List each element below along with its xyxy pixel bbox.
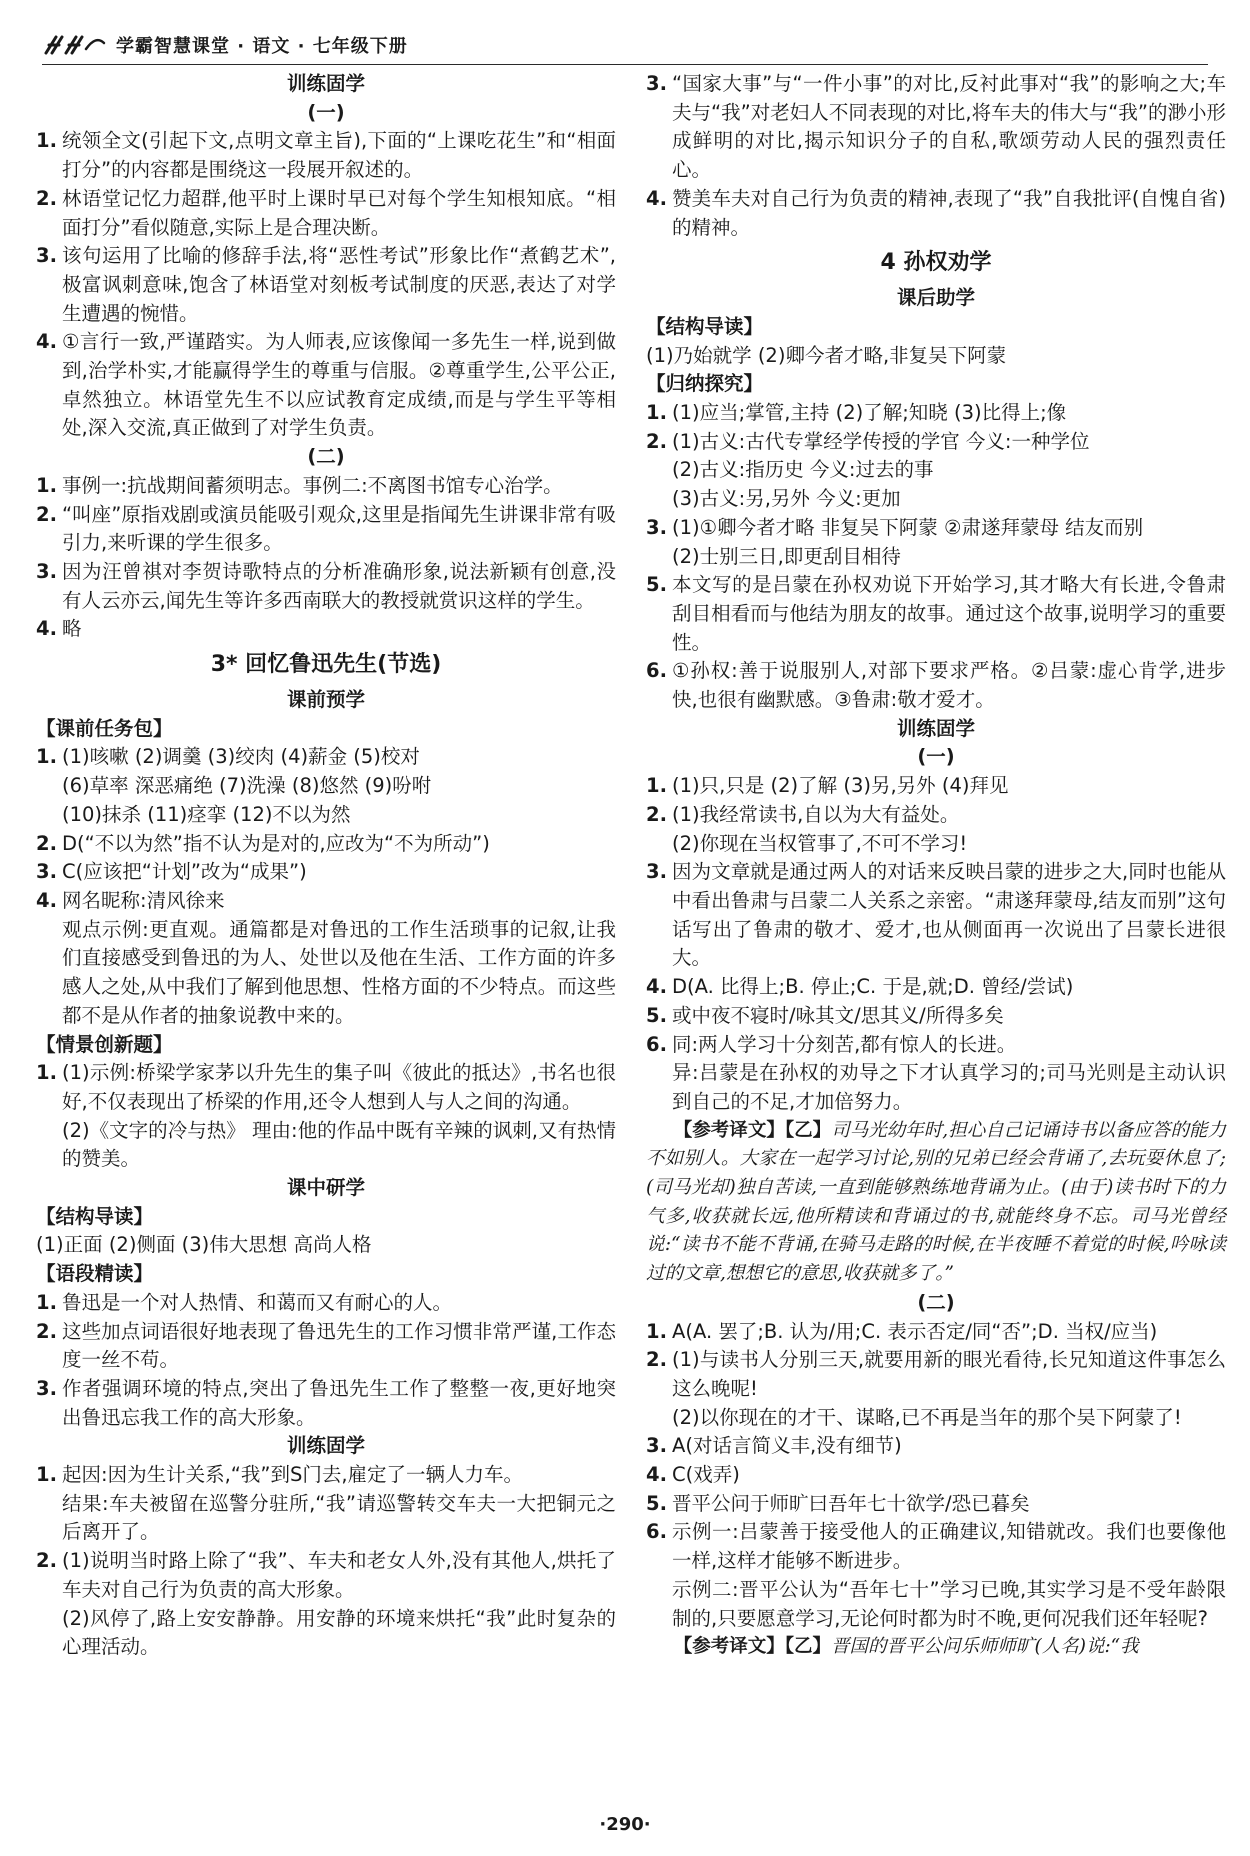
answer-line: 异:吕蒙是在孙权的劝导之下才认真学习的;司马光则是主动认识到自己的不足,才加倍努力。 — [672, 1061, 1226, 1113]
answer-item: 4. 略 — [36, 617, 82, 641]
answer-item: 2. 这些加点词语很好地表现了鲁迅先生的工作习惯非常严谨,工作态度一丝不苟。 — [36, 1319, 616, 1372]
lesson-title: 4 孙权劝学 — [880, 250, 992, 276]
answer-item: 4. 网名昵称:清风徐来 — [36, 888, 225, 912]
answer-item: 3. 该句运用了比喻的修辞手法,将“恶性考试”形象比作“煮鹤艺术”,极富讽刺意味,饱含了林语堂对刻板考试制度的厌恶,表达了对学生遭遇的惋惜。 — [36, 244, 616, 325]
answer-line: (2)风停了,路上安安静静。用安静的环境来烘托“我”此时复杂的心理活动。 — [62, 1606, 616, 1659]
answer-item: 2. (1)与读书人分别三天,就要用新的眼光看待,长兄知道这件事怎么这么晚呢! — [646, 1348, 1226, 1400]
answer-item: 3. 因为文章就是通过两人的对话来反映吕蒙的进步之大,同时也能从中看出鲁肃与吕蒙二人关系之亲密。“肃遂拜蒙母,结友而别”这句话写出了鲁肃的敬才、爱才,也从侧面再一次说出了吕蒙长进很大。 — [646, 860, 1226, 970]
bracket-heading: 【结构导读】 — [646, 314, 764, 338]
answer-item: 4. 赞美车夫对自己行为负责的精神,表现了“我”自我批评(自愧自省)的精神。 — [646, 186, 1226, 239]
answer-item: 1. (1)咳嗽 (2)调羹 (3)绞肉 (4)薪金 (5)校对 — [36, 745, 420, 769]
answer-item: 2. (1)说明当时路上除了“我”、车夫和老女人外,没有其他人,烘托了车夫对自己行为负责的高大形象。 — [36, 1549, 616, 1601]
answer-item: 2. (1)我经常读书,自以为大有益处。 — [646, 802, 960, 826]
answer-item: 1. 统领全文(引起下文,点明文章主旨),下面的“上课吃花生”和“相面打分”的内容都是围绕这一段展开叙述的。 — [36, 129, 616, 182]
section-heading: 训练固学 — [286, 72, 365, 95]
answer-line: (1)正面 (2)侧面 (3)伟大思想 高尚人格 — [36, 1233, 372, 1257]
answer-item: 3. A(对话言简义丰,没有细节) — [646, 1434, 902, 1458]
sub-heading: 课中研学 — [286, 1176, 365, 1200]
page-number: ·290· — [599, 1814, 651, 1835]
left-column — [36, 70, 616, 1662]
answer-line: (2)《文字的冷与热》 理由:他的作品中既有辛辣的讽刺,又有热情的赞美。 — [62, 1118, 616, 1171]
answer-item: 2. 林语堂记忆力超群,他平时上课时早已对每个学生知根知底。“相面打分”看似随意,实际上是合理决断。 — [36, 186, 616, 239]
sub-heading: (一) — [307, 100, 345, 124]
sub-heading: (二) — [307, 445, 345, 469]
header-title: 学霸智慧课堂 · 语文 · 七年级下册 — [116, 36, 408, 57]
sub-heading: 训练固学 — [286, 1434, 365, 1458]
answer-line: (2)你现在当权管事了,不可不学习! — [672, 831, 968, 855]
answer-item: 3. “国家大事”与“一件小事”的对比,反衬此事对“我”的影响之大;车夫与“我”对老妇人不同表现的对比,将车夫的伟大与“我”的渺小形成鲜明的对比,揭示知识分子的自私,歌颂劳动人民的强烈责任心。 — [646, 72, 1226, 182]
sub-heading: (二) — [917, 1290, 955, 1314]
answer-item: 3. 作者强调环境的特点,突出了鲁迅先生工作了整整一夜,更好地突出鲁迅忘我工作的高大形象。 — [36, 1376, 616, 1429]
reference-translation: 【参考译文】【乙】晋国的晋平公问乐师师旷(人名)说:“我 — [673, 1636, 1139, 1658]
answer-line: (10)抹杀 (11)痉挛 (12)不以为然 — [62, 802, 351, 826]
header-divider — [42, 64, 1208, 65]
answer-item: 3. 因为汪曾祺对李贺诗歌特点的分析准确形象,说法新颖有创意,没有人云亦云,闻先生等许多西南联大的教授就赏识这样的学生。 — [36, 559, 616, 612]
answer-item: 1. 起因:因为生计关系,“我”到S门去,雇定了一辆人力车。 — [36, 1463, 524, 1487]
bracket-heading: 【结构导读】 — [36, 1204, 154, 1228]
page-header — [42, 30, 408, 60]
sub-heading: 训练固学 — [896, 716, 975, 740]
sub-heading: 课前预学 — [286, 688, 365, 712]
answer-item: 2. (1)古义:古代专掌经学传授的学官 今义:一种学位 — [646, 429, 1090, 453]
answer-item: 5. 晋平公问于师旷曰吾年七十欲学/恐已暮矣 — [646, 1491, 1030, 1515]
answer-line: (6)草率 深恶痛绝 (7)洗澡 (8)悠然 (9)吩咐 — [62, 774, 432, 798]
reference-translation: 【参考译文】【乙】司马光幼年时,担心自己记诵诗书以备应答的能力不如别人。大家在一起学习讨论,别的兄弟已经会背诵了,去玩耍休息了;(司马光却)独自苦读,一直到能够熟练地背诵为止。(由于)读书时下的力气多,收获就长远,他所精读和背诵过的书,就能终身不忘。司马光曾经说:“读书不能不背诵,在骑马走路的时候,在半夜睡不着觉的时候,吟咏读过的文章,想想它的意思,收获就多了。” — [646, 1119, 1226, 1285]
answer-item: 6. 示例一:吕蒙善于接受他人的正确建议,知错就改。我们也要像他一样,这样才能够不断进步。 — [646, 1520, 1226, 1573]
answer-line: (1)乃始就学 (2)卿今者才略,非复吴下阿蒙 — [646, 343, 1007, 367]
answer-item: 4. D(A. 比得上;B. 停止;C. 于是,就;D. 曾经/尝试) — [646, 975, 1074, 999]
answer-item: 2. “叫座”原指戏剧或演员能吸引观众,这里是指闻先生讲课非常有吸引力,来听课的学生很多。 — [36, 502, 616, 555]
answer-item: 4. ①言行一致,严谨踏实。为人师表,应该像闻一多先生一样,说到做到,治学朴实,才能赢得学生的尊重与信服。②尊重学生,公平公正,卓然独立。林语堂先生不以应试教育定成绩,而是与学生平等相处,深入交流,真正做到了对学生负责。 — [36, 330, 616, 440]
answer-line: 示例二:晋平公认为“吾年七十”学习已晚,其实学习是不受年龄限制的,只要愿意学习,无论何时都为时不晚,更何况我们还年轻呢? — [672, 1577, 1226, 1630]
answer-item: 3. (1)①卿今者才略 非复吴下阿蒙 ②肃遂拜蒙母 结友而别 — [646, 515, 1144, 539]
answer-item: 1. 事例一:抗战期间蓄须明志。事例二:不离图书馆专心治学。 — [36, 473, 563, 497]
answer-item: 5. 本文写的是吕蒙在孙权劝说下开始学习,其才略大有长进,令鲁肃刮目相看而与他结为朋友的故事。通过这个故事,说明学习的重要性。 — [646, 573, 1226, 654]
bracket-heading: 【归纳探究】 — [646, 372, 764, 396]
answer-item: 1. A(A. 罢了;B. 认为/用;C. 表示否定/同“否”;D. 当权/应当) — [646, 1319, 1158, 1343]
answer-item: 6. ①孙权:善于说服别人,对部下要求严格。②吕蒙:虚心肯学,进步快,也很有幽默感。③鲁肃:敬才爱才。 — [646, 659, 1226, 712]
answer-item: 5. 或中夜不寝时/咏其文/思其义/所得多矣 — [646, 1003, 1004, 1027]
answer-line: (3)古义:另,另外 今义:更加 — [672, 487, 901, 511]
sub-heading: 课后助学 — [896, 286, 975, 310]
answer-line: 结果:车夫被留在巡警分驻所,“我”请巡警转交车夫一大把铜元之后离开了。 — [62, 1491, 616, 1544]
answer-item: 4. C(戏弄) — [646, 1463, 740, 1487]
bracket-heading: 【语段精读】 — [36, 1262, 154, 1286]
answer-item: 1. (1)示例:桥梁学家茅以升先生的集子叫《彼此的抵达》,书名也很好,不仅表现出了桥梁的作用,还令人想到人与人之间的沟通。 — [36, 1061, 616, 1113]
answer-item: 1. (1)应当;掌管,主持 (2)了解;知晓 (3)比得上;像 — [646, 401, 1067, 425]
sub-heading: (一) — [917, 745, 955, 769]
answer-line: (2)士别三日,即更刮目相待 — [672, 544, 901, 568]
bracket-heading: 【情景创新题】 — [36, 1032, 173, 1056]
answer-line: (2)古义:指历史 今义:过去的事 — [672, 458, 934, 482]
answer-item: 1. 鲁迅是一个对人热情、和蔼而又有耐心的人。 — [36, 1290, 453, 1314]
brand-logo-icon — [42, 33, 106, 57]
answer-line: 观点示例:更直观。通篇都是对鲁迅的工作生活琐事的记叙,让我们直接感受到鲁迅的为人、处世以及他在生活、工作方面的许多感人之处,从中我们了解到他思想、性格方面的不少特点。而这些都不是从作者的抽象说教中来的。 — [62, 917, 616, 1027]
right-column — [646, 70, 1226, 1662]
answer-item: 6. 同:两人学习十分刻苦,都有惊人的长进。 — [646, 1032, 1017, 1056]
bracket-heading: 【课前任务包】 — [36, 716, 173, 740]
answer-item: 3. C(应该把“计划”改为“成果”) — [36, 860, 307, 884]
lesson-title: 3* 回忆鲁迅先生(节选) — [210, 652, 442, 678]
answer-line: (2)以你现在的才干、谋略,已不再是当年的那个吴下阿蒙了! — [672, 1405, 1182, 1429]
answer-item: 1. (1)只,只是 (2)了解 (3)另,另外 (4)拜见 — [646, 774, 1009, 798]
answer-item: 2. D(“不以为然”指不认为是对的,应改为“不为所动”) — [36, 831, 490, 855]
